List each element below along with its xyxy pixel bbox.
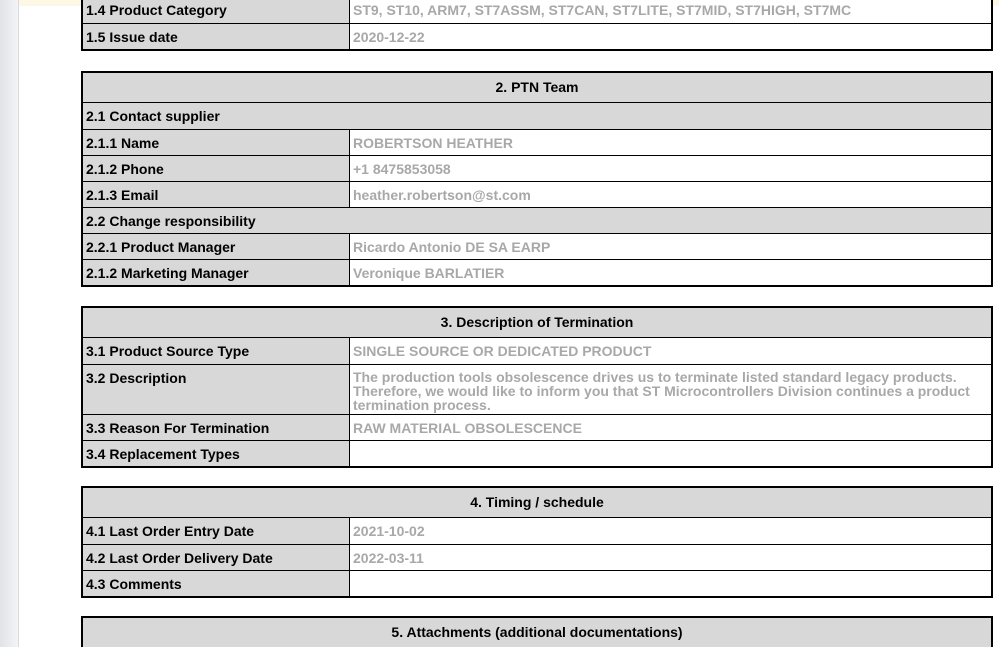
- ptn-team-table: [81, 71, 993, 287]
- row-label: 2.2.1 Product Manager: [83, 234, 350, 259]
- table-row: [83, 338, 991, 364]
- row-label: 3.1 Product Source Type: [83, 338, 350, 364]
- table-row: [83, 414, 991, 440]
- row-value: Ricardo Antonio DE SA EARP: [350, 234, 991, 259]
- row-value: [350, 571, 991, 596]
- document-page: [19, 0, 999, 647]
- row-label: 3.4 Replacement Types: [83, 441, 350, 466]
- row-value: [350, 441, 991, 466]
- row-value: 2021-10-02: [350, 518, 991, 544]
- row-label: 1.4 Product Category: [83, 0, 350, 23]
- row-value: Veronique BARLATIER: [350, 260, 991, 285]
- row-label: 2.1.3 Email: [83, 182, 350, 207]
- row-label: 2.1.2 Phone: [83, 156, 350, 181]
- table-row: [83, 570, 991, 596]
- row-label: 1.5 Issue date: [83, 24, 350, 49]
- email-link[interactable]: heather.robertson@st.com: [350, 182, 991, 207]
- subheader-label: 2.1 Contact supplier: [83, 103, 991, 129]
- row-label: 2.1.2 Marketing Manager: [83, 260, 350, 285]
- table-row: [83, 518, 991, 544]
- table-row: [83, 544, 991, 570]
- row-value: SINGLE SOURCE OR DEDICATED PRODUCT: [350, 338, 991, 364]
- row-label: 4.1 Last Order Entry Date: [83, 518, 350, 544]
- product-info-table: [81, 0, 993, 51]
- row-label: 3.2 Description: [83, 365, 350, 414]
- table-row: [83, 0, 991, 23]
- table-row: [83, 181, 991, 207]
- attachments-table: [81, 616, 993, 647]
- row-value: RAW MATERIAL OBSOLESCENCE: [350, 415, 991, 440]
- row-value: 2020-12-22: [350, 24, 991, 49]
- timing-table: [81, 486, 993, 598]
- row-label: 4.2 Last Order Delivery Date: [83, 545, 350, 570]
- description-text: The production tools obsolescence drives us to terminate listed standard legacy products. Therefore, we would like to inform you that ST Microcontrollers Division continues a product termination process.: [350, 365, 991, 414]
- viewer-left-gutter: [0, 0, 19, 647]
- table-row: [83, 23, 991, 49]
- row-label: 2.1.1 Name: [83, 130, 350, 155]
- row-label: 4.3 Comments: [83, 571, 350, 596]
- table-subheader-row: [83, 207, 991, 233]
- section-title: 5. Attachments (additional documentations): [83, 618, 991, 647]
- row-value: ST9, ST10, ARM7, ST7ASSM, ST7CAN, ST7LITE, ST7MID, ST7HIGH, ST7MC: [350, 0, 991, 23]
- row-value: +1 8475853058: [350, 156, 991, 181]
- termination-table: [81, 306, 993, 468]
- table-row: [83, 364, 991, 414]
- row-value: ROBERTSON HEATHER: [350, 130, 991, 155]
- section-title: 4. Timing / schedule: [83, 488, 991, 518]
- table-row: [83, 233, 991, 259]
- table-row: [83, 155, 991, 181]
- subheader-label: 2.2 Change responsibility: [83, 208, 991, 233]
- table-subheader-row: [83, 103, 991, 129]
- table-row: [83, 259, 991, 285]
- row-value: 2022-03-11: [350, 545, 991, 570]
- section-title: 3. Description of Termination: [83, 308, 991, 338]
- table-row: [83, 129, 991, 155]
- row-label: 3.3 Reason For Termination: [83, 415, 350, 440]
- section-title: 2. PTN Team: [83, 73, 991, 103]
- table-row: [83, 440, 991, 466]
